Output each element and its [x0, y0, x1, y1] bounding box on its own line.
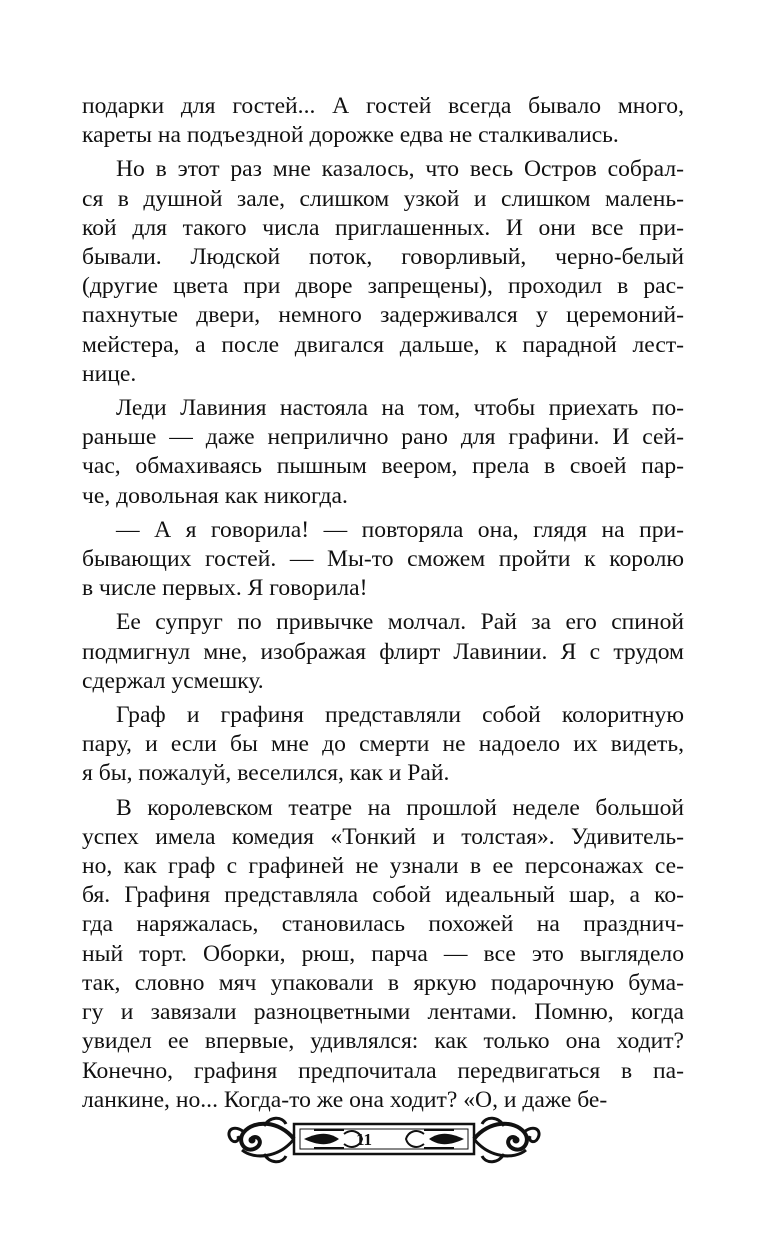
text-line: подарки для гостей... А гостей всегда бывало много,	[82, 93, 684, 119]
text-line: Конечно, графиня предпочитала передвигаться в па-	[82, 1057, 684, 1084]
text-line: гда наряжалась, становилась похожей на празднич-	[82, 911, 684, 938]
text-line: (другие цвета при дворе запрещены), проходил в рас-	[82, 273, 684, 300]
text-line: гу и завязали разноцветными лентами. Помню, когда	[82, 999, 684, 1026]
text-line: мейстера, а после двигался дальше, к парадной лест-	[82, 331, 684, 358]
paragraph	[82, 394, 684, 511]
text-line: ный торт. Оборки, рюш, парча — все это выглядело	[82, 940, 684, 967]
text-line: бя. Графиня представляла собой идеальный шар, а ко-	[82, 882, 684, 909]
text-line: увидел ее впервые, удивлялся: как только она ходит?	[82, 1028, 684, 1055]
text-line: ся в душной зале, слишком узкой и слишком малень-	[82, 185, 684, 212]
paragraph	[82, 92, 684, 150]
text-line: В королевском театре на прошлой неделе большой	[116, 794, 684, 821]
paragraph	[82, 608, 684, 696]
text-line: кой для такого числа приглашенных. И они все при-	[82, 214, 684, 241]
text-line: Леди Лавиния настояла на том, чтобы приехать по-	[116, 395, 684, 422]
text-line: ланкине, но... Когда-то же она ходит? «О, и даже бе-	[82, 1086, 608, 1113]
text-line: пахнутые двери, немного задерживался у церемоний-	[82, 302, 684, 329]
paragraph	[82, 701, 684, 789]
text-line: час, обмахиваясь пышным веером, прела в своей пар-	[82, 453, 684, 480]
text-line: подмигнул мне, изображая флирт Лавинии. Я с трудом	[82, 638, 684, 665]
text-line: пару, и если бы мне до смерти не надоело их видеть,	[82, 731, 684, 758]
text-line: — А я говорила! — повторяла она, глядя на при-	[116, 516, 684, 543]
text-line: но, как граф с графиней не узнали в ее персонажах се-	[82, 853, 684, 880]
paragraph	[82, 516, 684, 604]
text-line: Ее супруг по привычке молчал. Рай за его спиной	[116, 609, 684, 636]
paragraph	[82, 794, 684, 1115]
page-footer	[0, 1110, 768, 1170]
text-line: нице.	[82, 360, 137, 387]
text-line: бывающих гостей. — Мы-то сможем пройти к королю	[82, 546, 684, 573]
text-line: так, словно мяч упаковали в яркую подарочную бума-	[82, 969, 684, 996]
paragraph	[82, 155, 684, 389]
text-line: че, довольная как никогда.	[82, 482, 348, 509]
text-line: Граф и графиня представляли собой колоритную	[116, 702, 684, 729]
text-line: Но в этот раз мне казалось, что весь Остров собрал-	[116, 156, 684, 183]
text-line: в числе первых. Я говорила!	[82, 575, 368, 602]
text-line: раньше — даже неприлично рано для графини. И сей-	[82, 424, 684, 451]
text-line: сдержал усмешку.	[82, 667, 264, 694]
page-number: 11	[355, 1130, 373, 1149]
text-line: бывали. Людской поток, говорливый, черно-белый	[82, 244, 684, 271]
text-line: я бы, пожалуй, веселился, как и Рай.	[82, 760, 450, 787]
text-line: кареты на подъездной дорожке едва не сталкивались.	[82, 122, 619, 149]
text-line: успех имела комедия «Тонкий и толстая». Удивитель-	[82, 823, 684, 850]
page-body	[82, 92, 684, 1120]
